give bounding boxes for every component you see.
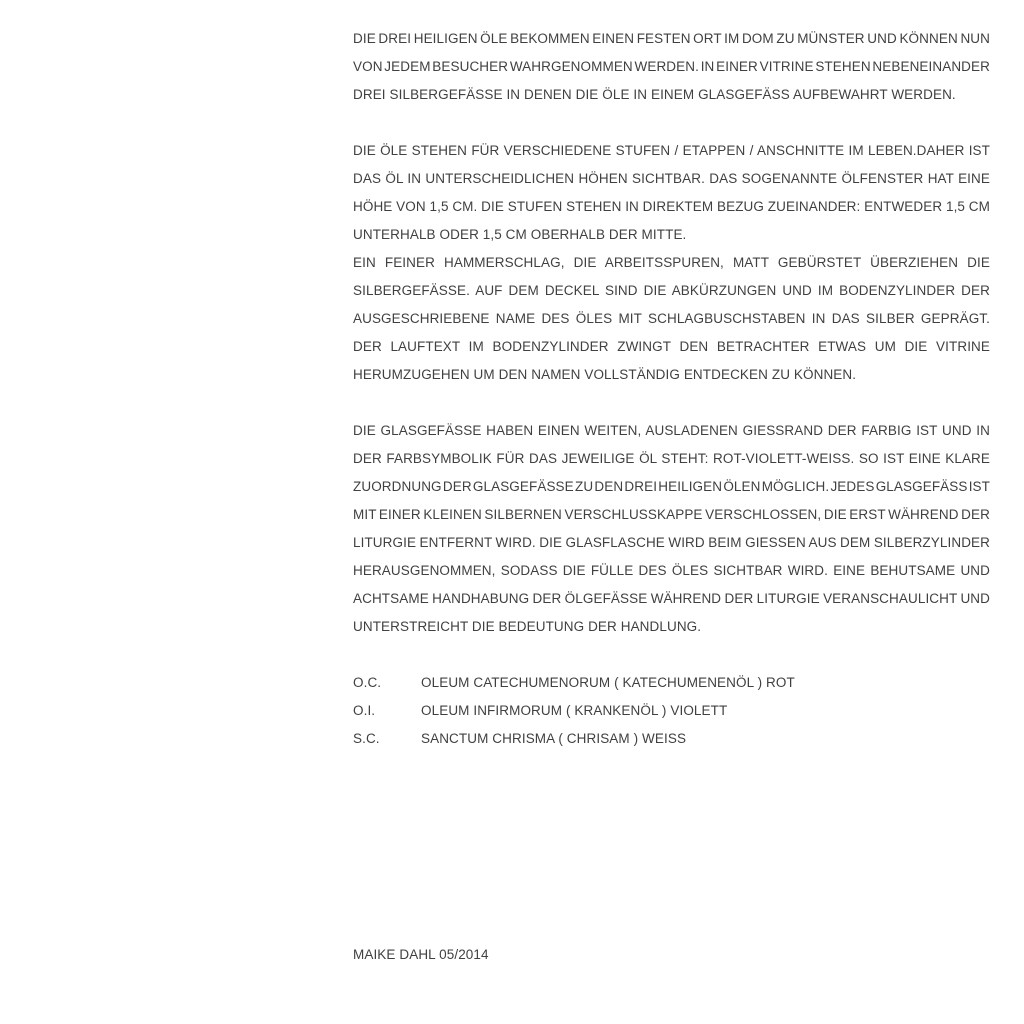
text-line <box>353 473 990 501</box>
paragraph-glass-vessels <box>353 417 990 641</box>
text-line-content: HERUMZUGEHEN UM DEN NAMEN VOLLSTÄNDIG ENTDECKEN ZU KÖNNEN. <box>353 367 857 382</box>
legend-abbreviation: O.C. <box>353 675 382 690</box>
text-line <box>353 613 990 641</box>
text-line <box>353 25 990 53</box>
text-line-content: ACHTSAME HANDHABUNG DER ÖLGEFÄSSE WÄHREND DER LITURGIE VERANSCHAULICHT UND <box>353 591 990 606</box>
legend-description: OLEUM CATECHUMENORUM ( KATECHUMENENÖL ) ROT <box>421 675 795 690</box>
text-line-content: LITURGIE ENTFERNT WIRD. DIE GLASFLASCHE WIRD BEIM GIESSEN AUS DEM SILBERZYLINDER <box>353 535 990 550</box>
text-line-content: DIE DREI HEILIGEN ÖLE BEKOMMEN EINEN FESTEN ORT IM DOM ZU MÜNSTER UND KÖNNEN NUN <box>353 31 990 46</box>
text-line-content: ZUORDNUNG DER GLASGEFÄSSE ZU DEN DREI HEILIGEN ÖLEN MÖGLICH. JEDES GLASGEFÄSS IST <box>353 479 990 494</box>
text-line <box>353 277 990 305</box>
text-line <box>353 417 990 445</box>
text-line-content: SILBERGEFÄSSE. AUF DEM DECKEL SIND DIE ABKÜRZUNGEN UND IM BODENZYLINDER DER <box>353 283 990 298</box>
oil-legend <box>353 669 990 753</box>
text-line <box>353 501 990 529</box>
text-line-content: UNTERHALB ODER 1,5 CM OBERHALB DER MITTE. <box>353 227 687 242</box>
text-line <box>353 445 990 473</box>
legend-row <box>353 697 990 725</box>
text-line-content: DAS ÖL IN UNTERSCHEIDLICHEN HÖHEN SICHTBAR. DAS SOGENANNTE ÖLFENSTER HAT EINE <box>353 171 990 186</box>
paragraph-oil-levels <box>353 137 990 249</box>
paragraph-placement <box>353 25 990 109</box>
text-line <box>353 333 990 361</box>
legend-description: OLEUM INFIRMORUM ( KRANKENÖL ) VIOLETT <box>421 703 728 718</box>
text-line <box>353 585 990 613</box>
text-line-content: UNTERSTREICHT DIE BEDEUTUNG DER HANDLUNG. <box>353 619 702 634</box>
legend-row <box>353 725 990 753</box>
text-line <box>353 529 990 557</box>
text-line <box>353 249 990 277</box>
text-line <box>353 557 990 585</box>
text-line-content: DREI SILBERGEFÄSSE IN DENEN DIE ÖLE IN EINEM GLASGEFÄSS AUFBEWAHRT WERDEN. <box>353 87 956 102</box>
text-line-content: VON JEDEM BESUCHER WAHRGENOMMEN WERDEN. IN EINER VITRINE STEHEN NEBENEINANDER <box>353 59 990 74</box>
paragraph-silver-vessels <box>353 249 990 389</box>
text-line <box>353 305 990 333</box>
text-line <box>353 221 990 249</box>
text-line-content: HERAUSGENOMMEN, SODASS DIE FÜLLE DES ÖLES SICHTBAR WIRD. EINE BEHUTSAME UND <box>353 563 990 578</box>
legend-description: SANCTUM CHRISMA ( CHRISAM ) WEISS <box>421 731 687 746</box>
text-line-content: EIN FEINER HAMMERSCHLAG, DIE ARBEITSSPUREN, MATT GEBÜRSTET ÜBERZIEHEN DIE <box>353 255 990 270</box>
text-line <box>353 193 990 221</box>
text-line-content: DER FARBSYMBOLIK FÜR DAS JEWEILIGE ÖL STEHT: ROT-VIOLETT-WEISS. SO IST EINE KLARE <box>353 451 990 466</box>
legend-abbreviation: S.C. <box>353 731 380 746</box>
text-line <box>353 361 990 389</box>
text-line-content: DIE ÖLE STEHEN FÜR VERSCHIEDENE STUFEN / ETAPPEN / ANSCHNITTE IM LEBEN.DAHER IST <box>353 143 990 158</box>
text-line-content: DER LAUFTEXT IM BODENZYLINDER ZWINGT DEN BETRACHTER ETWAS UM DIE VITRINE <box>353 339 990 354</box>
text-line-content: HÖHE VON 1,5 CM. DIE STUFEN STEHEN IN DIREKTEM BEZUG ZUEINANDER: ENTWEDER 1,5 CM <box>353 199 990 214</box>
text-line <box>353 137 990 165</box>
text-line <box>353 165 990 193</box>
text-line <box>353 81 990 109</box>
legend-row <box>353 669 990 697</box>
credit-line <box>353 941 489 969</box>
text-column <box>353 25 990 753</box>
text-line-content: AUSGESCHRIEBENE NAME DES ÖLES MIT SCHLAGBUSCHSTABEN IN DAS SILBER GEPRÄGT. <box>353 311 990 326</box>
credit-text: MAIKE DAHL 05/2014 <box>353 947 489 962</box>
text-line-content: MIT EINER KLEINEN SILBERNEN VERSCHLUSSKAPPE VERSCHLOSSEN, DIE ERST WÄHREND DER <box>353 507 990 522</box>
text-line-content: DIE GLASGEFÄSSE HABEN EINEN WEITEN, AUSLADENEN GIESSRAND DER FARBIG IST UND IN <box>353 423 990 438</box>
text-line <box>353 53 990 81</box>
legend-abbreviation: O.I. <box>353 703 376 718</box>
